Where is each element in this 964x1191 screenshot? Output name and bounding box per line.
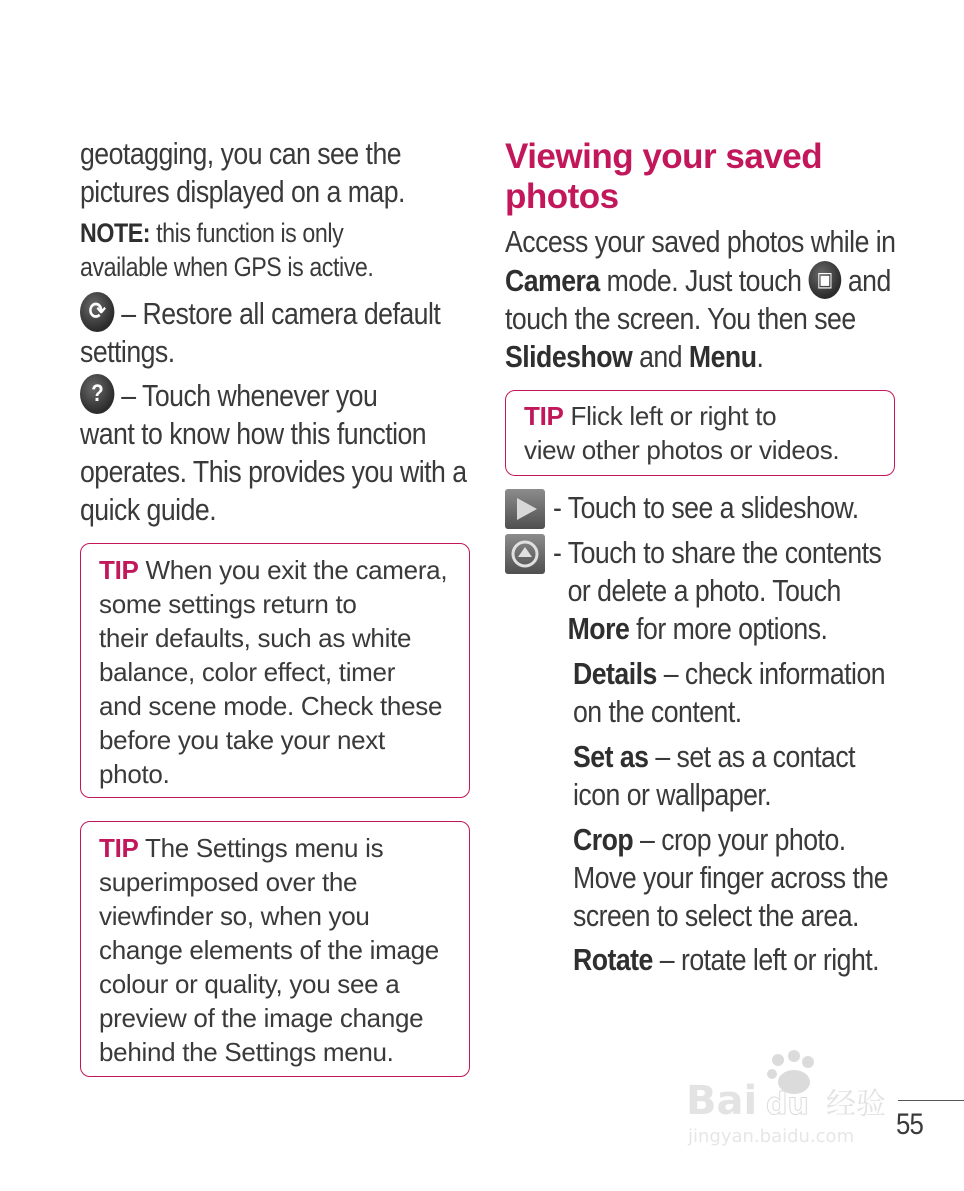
- tip-line: their defaults, such as white: [99, 623, 412, 653]
- rotate-block: Rotate – rotate left or right.: [573, 942, 880, 977]
- tip-line: balance, color effect, timer: [99, 657, 396, 687]
- intro-paragraph: Access your saved photos while in Camera mode. Just touch ▣ and touch the screen. You then see Slideshow and Menu.: [505, 224, 896, 374]
- share-icon[interactable]: [505, 534, 545, 574]
- tip-label: TIP: [524, 401, 564, 431]
- tip-line: photo.: [99, 759, 170, 789]
- tip-line: The Settings menu is: [145, 833, 384, 863]
- page-number: 55: [896, 1108, 923, 1141]
- tip-line: before you take your next: [99, 725, 385, 755]
- gallery-icon[interactable]: ▣: [808, 261, 841, 299]
- note-block: [80, 216, 480, 284]
- help-block: [80, 374, 500, 529]
- setas-block: Set as – set as a contact icon or wallpaper.: [573, 739, 856, 812]
- tip-box-camera-exit: [80, 543, 470, 798]
- left-column: [80, 135, 480, 211]
- tip-box-flick: [505, 390, 895, 476]
- svg-text:du: du: [766, 1087, 809, 1122]
- note-label: NOTE:: [80, 218, 151, 248]
- restore-block: [80, 292, 480, 371]
- share-block: - Touch to share the contents or delete a photo. Touch More for more options.: [553, 535, 882, 646]
- slideshow-line: - Touch to see a slideshow.: [553, 490, 859, 525]
- tip-line: colour or quality, you see a: [99, 969, 400, 999]
- svg-text:jingyan.baidu.com: jingyan.baidu.com: [688, 1126, 855, 1147]
- geotag-text: geotagging, you can see the pictures displayed on a map.: [80, 136, 405, 209]
- tip-line: preview of the image change: [99, 1003, 424, 1033]
- play-icon[interactable]: [505, 489, 545, 529]
- tip-line: viewfinder so, when you: [99, 901, 370, 931]
- tip-label: TIP: [99, 833, 139, 863]
- help-text-4: quick guide.: [80, 492, 217, 527]
- section-heading: Viewing your saved photos: [505, 137, 823, 216]
- page-number-rule: [898, 1100, 964, 1101]
- tip-line: view other photos or videos.: [524, 435, 840, 465]
- help-text-3: operates. This provides you with a: [80, 454, 467, 489]
- tip-line: and scene mode. Check these: [99, 691, 443, 721]
- tip-box-settings-menu: [80, 821, 470, 1077]
- tip-line: some settings return to: [99, 589, 357, 619]
- crop-block: Crop – crop your photo. Move your finger across the screen to select the area.: [573, 822, 889, 933]
- geotag-paragraph: [80, 135, 410, 211]
- tip-line: superimposed over the: [99, 867, 358, 897]
- help-icon[interactable]: ?: [80, 374, 114, 414]
- tip-line: change elements of the image: [99, 935, 439, 965]
- tip-label: TIP: [99, 555, 139, 585]
- tip-line: behind the Settings menu.: [99, 1037, 394, 1067]
- help-text-1: – Touch whenever you: [114, 378, 378, 413]
- restore-icon[interactable]: ⟳: [80, 292, 114, 332]
- svg-text:Bai: Bai: [686, 1078, 758, 1124]
- baidu-watermark: [686, 1048, 906, 1148]
- note-text: this function is only available when GPS is active.: [80, 218, 374, 282]
- svg-text:经验: 经验: [826, 1087, 886, 1122]
- restore-text: – Restore all camera default settings.: [80, 296, 441, 369]
- help-text-2: want to know how this function: [80, 416, 427, 451]
- tip-line: When you exit the camera,: [145, 555, 448, 585]
- tip-line: Flick left or right to: [570, 401, 777, 431]
- details-block: Details – check information on the content.: [573, 656, 886, 729]
